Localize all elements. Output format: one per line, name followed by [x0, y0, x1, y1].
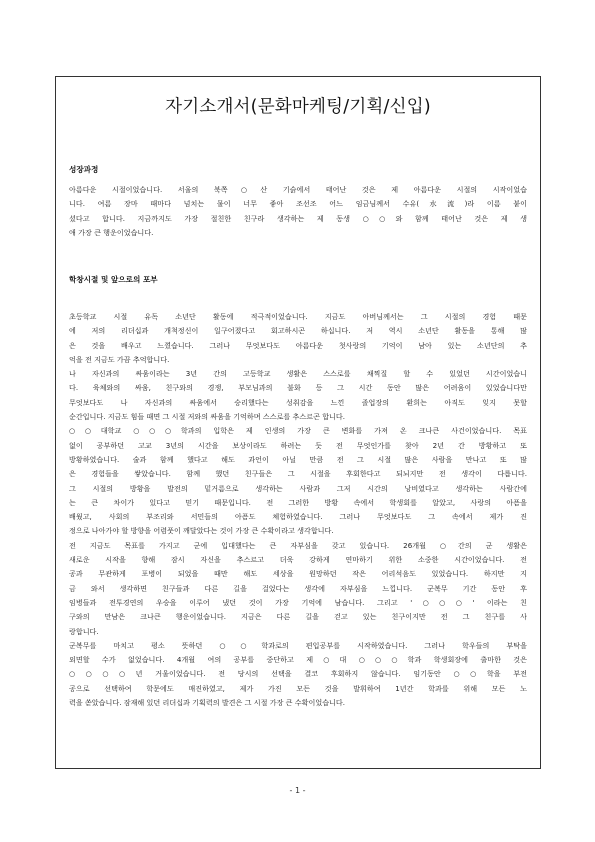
page-number: - 1 - [289, 786, 306, 795]
text-line: 공으로 선택하여 학문에도 매진하였고, 제가 가진 모든 것을 발휘하여 1년간 학과를 위해 모든 노 [69, 683, 527, 693]
text-line: 금 와서 생각하면 친구들과 다른 길을 걸었다는 생각에 자부심을 느낍니다. 군복무 기간 동안 후 [69, 583, 527, 593]
text-line: 다. 육체와의 싸움, 친구와의 경쟁, 부모님과의 불화 등 그 시간 동안 많은 어려움이 있었습니다만 [69, 383, 527, 393]
paragraph [69, 310, 527, 710]
text-line: 아름다운 시절이었습니다. 서울의 북쪽○산 기슭에서 태어난 것은 제 아름다운 시절의 시작이었습 [69, 185, 527, 194]
text-line: 억을 전 지금도 가끔 추억합니다. [69, 354, 170, 364]
text-line: 배웠고, 사회의 부조리와 서민들의 아픔도 체험하였습니다. 그러나 무엇보다도 그 속에서 제가 진 [69, 512, 527, 522]
text-line: 는 큰 차이가 있다고 믿기 때문입니다. 전 그러한 방황 속에서 학생회를 알았고, 사랑의 아픔을 [69, 497, 527, 507]
text-line: 은 것을 배우고 느꼈습니다. 그러나 무엇보다도 아름다운 첫사랑의 기억이 남아 있는 소년단의 추 [69, 340, 527, 350]
text-line: ○○대학교 ○○○학과의 입학은 제 인생의 가장 큰 변화를 가져 온 크나큰 사건이었습니다. 목표 [69, 426, 527, 436]
text-line: 나 자신과의 싸움이라는 3년 간의 고등학교 생활은 스스로를 채찍질 할 수 있었던 시간이었습니 [69, 369, 527, 379]
text-line: 임병들과 전투경연의 우승을 이루어 냈던 것이 가장 기억에 남습니다. 그리고 '○○○' 이라는 친 [69, 597, 527, 607]
text-line: 셨다고 합니다. 지금까지도 가장 절친한 친구라 생각하는 제 동생 ○○와 함께 태어난 것은 제 생 [69, 213, 527, 223]
text-line: 무엇보다도 나 자신과의 싸움에서 승리했다는 성취감을 느낀 졸업장의 환희는 아직도 잊지 못할 [69, 397, 527, 407]
document-title: 자기소개서(문화마케팅/기획/신입) [165, 97, 431, 117]
text-line: 방황하였습니다. 술과 함께 했다고 해도 과언이 아닐 만큼 전 그 시절 많은 사람을 만나고 또 많 [69, 454, 527, 464]
text-line: 애 가장 큰 행운이었습니다. [69, 227, 154, 237]
text-line: 구와의 만남은 크나큰 행운이었습니다. 지금은 다른 길을 걷고 있는 친구이지만 전 그 친구를 사 [69, 612, 527, 622]
text-line: 새로운 시작을 향해 잠시 자신을 추스르고 더욱 강하게 연마하기 위한 소중한 시간이었습니다. 전 [69, 555, 527, 565]
section-heading-growth: 성장과정 [69, 165, 99, 174]
text-line: 없이 공부하던 고교 3년의 시간을 보상이라도 하려는 듯 전 무엇인가를 찾아 2년 간 방황하고 또 [69, 440, 527, 450]
text-line: 은 경험들을 쌓았습니다. 함께 했던 친구들은 그 시절을 후회한다고 되뇌지만 전 생각이 다릅니다. [69, 469, 527, 479]
text-line: 초등학교 시절 유독 소년단 활동에 적극적이었습니다. 지금도 아버님께서는 그 시절의 경험 때문 [69, 312, 527, 321]
text-line: 에 저의 리더십과 개척정신이 일구어졌다고 회고하시곤 하십니다. 저 역시 소년단 활동을 통해 많 [69, 326, 527, 336]
text-line: 군복무를 마치고 평소 뜻하던 ○○학과로의 편입공부를 시작하였습니다. 그러나 학우들의 부탁을 [69, 640, 527, 650]
text-line: 외면할 수가 없었습니다. 4개월 여의 공부를 중단하고 제○대 ○○○학과 학생회장에 출마한 것은 [69, 655, 527, 665]
text-line: 력을 쏟았습니다. 잠재해 있던 리더십과 기획력의 발견은 그 시절 가장 큰 수확이었습니다. [69, 698, 346, 708]
text-line: 그 시절의 방황을 발전의 밑거름으로 생각하는 사람과 그저 시간의 낭비였다고 생각하는 사람간에 [69, 483, 527, 493]
paragraph [69, 183, 527, 240]
text-line: 랑합니다. [69, 626, 99, 636]
text-line: ○○○○년 거울이었습니다. 전 당시의 선택을 결코 후회하지 않습니다. 임기동안 ○○학을 부전 [69, 669, 527, 679]
text-line: 공과 무관하게 포병이 되었을 때만 해도 세상을 원망하던 작은 어리석음도 있었습니다. 하지만 지 [69, 569, 527, 579]
text-line: 니다. 여름 장마 때마다 넘치는 물이 너무 좋아 조선조 어느 임금님께서 수유(水流)라 이름 붙이 [69, 199, 527, 209]
section-heading-school: 학창시절 및 앞으로의 포부 [69, 275, 158, 284]
text-line: 정으로 나아가야 할 방향을 어렴풋이 깨달았다는 것이 가장 큰 수확이라고 생각합니다. [69, 526, 334, 536]
text-line: 순간입니다. 지금도 힘들 때면 그 시절 저와의 싸움을 기억하며 스스로를 추스르곤 합니다. [69, 412, 346, 422]
text-line: 전 지금도 목표를 가지고 군에 입대했다는 큰 자부심을 갖고 있습니다. 26개월 ○간의 군 생활은 [69, 540, 527, 550]
